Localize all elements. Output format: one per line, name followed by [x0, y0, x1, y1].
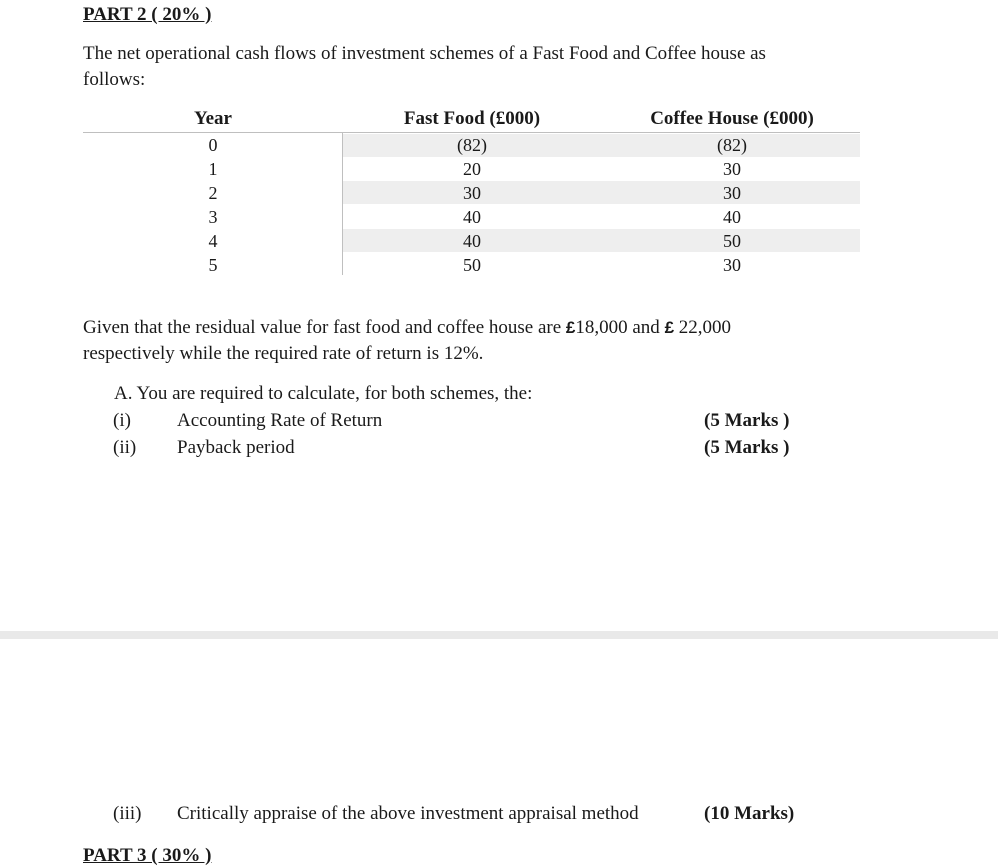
cell-fast-food: 20 — [463, 159, 481, 179]
header-fast-food: Fast Food (£000) — [403, 108, 541, 129]
cell-coffee-house: 50 — [723, 231, 741, 251]
cell-year: 2 — [208, 183, 218, 203]
given-text: Given that the residual value for fast food and coffee house are — [83, 317, 566, 338]
item-number: (iii) — [113, 803, 142, 824]
item-marks: (5 Marks ) — [704, 410, 790, 431]
intro-paragraph — [83, 41, 766, 93]
cell-fast-food: 50 — [463, 255, 481, 275]
given-line-1 — [83, 315, 731, 341]
residual-value-fast-food: 18,000 — [575, 317, 628, 338]
cell-coffee-house: (82) — [717, 135, 747, 155]
intro-line-2: follows: — [83, 69, 146, 90]
item-marks: (5 Marks ) — [704, 437, 790, 458]
table-top-rule — [83, 132, 860, 133]
intro-line-1: The net operational cash flows of investment schemes of a Fast Food and Coffee house as — [83, 43, 766, 64]
header-year: Year — [194, 108, 232, 129]
given-paragraph — [83, 315, 731, 367]
cell-fast-food: 30 — [463, 183, 481, 203]
pound-symbol: £ — [565, 318, 576, 337]
page-divider — [0, 631, 998, 639]
cell-fast-food: 40 — [463, 207, 481, 227]
table-column-rule — [342, 132, 343, 275]
cell-coffee-house: 30 — [723, 159, 741, 179]
residual-value-coffee-house: 22,000 — [674, 317, 732, 338]
given-and: and — [627, 317, 665, 338]
part-heading: PART 2 ( 20% ) — [83, 4, 212, 25]
cell-fast-food: 40 — [463, 231, 481, 251]
cell-year: 1 — [208, 159, 218, 179]
cell-fast-food: (82) — [457, 135, 487, 155]
cell-year: 4 — [208, 231, 218, 251]
cell-coffee-house: 40 — [723, 207, 741, 227]
given-line-2: respectively while the required rate of return is 12%. — [83, 343, 484, 364]
item-text: Critically appraise of the above investment appraisal method — [177, 803, 639, 824]
item-number: (i) — [113, 410, 131, 431]
question-intro: A. You are required to calculate, for both schemes, the: — [114, 383, 533, 404]
cell-coffee-house: 30 — [723, 255, 741, 275]
cell-coffee-house: 30 — [723, 183, 741, 203]
pound-symbol: £ — [664, 318, 675, 337]
item-text: Payback period — [177, 437, 295, 458]
cell-year: 0 — [208, 135, 218, 155]
cell-year: 5 — [208, 255, 218, 275]
item-marks: (10 Marks) — [704, 803, 795, 824]
cell-year: 3 — [208, 207, 218, 227]
item-number: (ii) — [113, 437, 137, 458]
header-coffee-house: Coffee House (£000) — [650, 108, 814, 129]
next-part-heading: PART 3 ( 30% ) — [83, 845, 212, 866]
item-text: Accounting Rate of Return — [177, 410, 383, 431]
